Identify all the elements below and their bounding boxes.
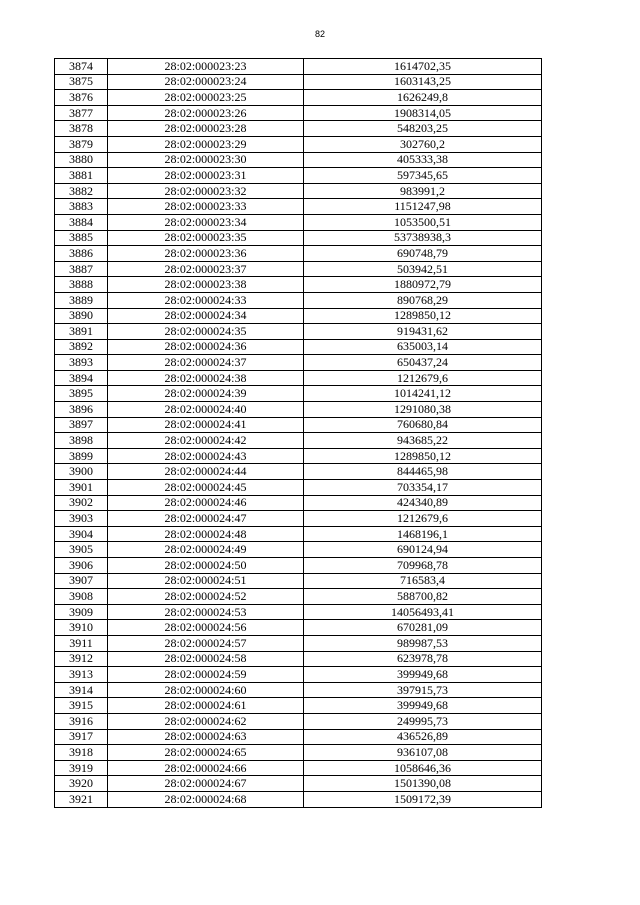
row-number-cell: 3889 — [55, 292, 108, 308]
value-cell: 405333,38 — [304, 152, 542, 168]
table-body — [55, 59, 542, 808]
value-cell: 399949,68 — [304, 667, 542, 683]
cadastral-number-cell: 28:02:000023:28 — [108, 121, 304, 137]
cadastral-number-cell: 28:02:000024:36 — [108, 339, 304, 355]
row-number-cell: 3910 — [55, 620, 108, 636]
row-number-cell: 3888 — [55, 277, 108, 293]
row-number-cell: 3899 — [55, 448, 108, 464]
table-row — [55, 760, 542, 776]
table-row — [55, 324, 542, 340]
value-cell: 1053500,51 — [304, 214, 542, 230]
table-row — [55, 261, 542, 277]
row-number-cell: 3879 — [55, 136, 108, 152]
cadastral-number-cell: 28:02:000024:53 — [108, 604, 304, 620]
value-cell: 548203,25 — [304, 121, 542, 137]
row-number-cell: 3874 — [55, 59, 108, 75]
cadastral-number-cell: 28:02:000024:51 — [108, 573, 304, 589]
table-row — [55, 745, 542, 761]
row-number-cell: 3894 — [55, 370, 108, 386]
cadastral-number-cell: 28:02:000023:38 — [108, 277, 304, 293]
table-row — [55, 667, 542, 683]
table-row — [55, 589, 542, 605]
value-cell: 989987,53 — [304, 635, 542, 651]
row-number-cell: 3918 — [55, 745, 108, 761]
row-number-cell: 3875 — [55, 74, 108, 90]
table-row — [55, 308, 542, 324]
value-cell: 1212679,6 — [304, 370, 542, 386]
page-number: 82 — [314, 29, 325, 39]
data-table — [54, 58, 542, 808]
row-number-cell: 3892 — [55, 339, 108, 355]
value-cell: 1908314,05 — [304, 105, 542, 121]
table-row — [55, 433, 542, 449]
value-cell: 1212679,6 — [304, 511, 542, 527]
cadastral-number-cell: 28:02:000024:57 — [108, 635, 304, 651]
cadastral-number-cell: 28:02:000024:42 — [108, 433, 304, 449]
row-number-cell: 3886 — [55, 246, 108, 262]
cadastral-number-cell: 28:02:000023:29 — [108, 136, 304, 152]
table-row — [55, 604, 542, 620]
cadastral-number-cell: 28:02:000024:40 — [108, 402, 304, 418]
value-cell: 760680,84 — [304, 417, 542, 433]
value-cell: 1509172,39 — [304, 791, 542, 807]
table-row — [55, 573, 542, 589]
value-cell: 1151247,98 — [304, 199, 542, 215]
value-cell: 690124,94 — [304, 542, 542, 558]
value-cell: 597345,65 — [304, 168, 542, 184]
value-cell: 943685,22 — [304, 433, 542, 449]
value-cell: 1614702,35 — [304, 59, 542, 75]
table-row — [55, 59, 542, 75]
cadastral-number-cell: 28:02:000024:49 — [108, 542, 304, 558]
cadastral-number-cell: 28:02:000023:30 — [108, 152, 304, 168]
cadastral-number-cell: 28:02:000024:33 — [108, 292, 304, 308]
value-cell: 1880972,79 — [304, 277, 542, 293]
table-row — [55, 230, 542, 246]
cadastral-number-cell: 28:02:000023:36 — [108, 246, 304, 262]
value-cell: 397915,73 — [304, 682, 542, 698]
table-row — [55, 526, 542, 542]
cadastral-number-cell: 28:02:000023:26 — [108, 105, 304, 121]
table-row — [55, 635, 542, 651]
cadastral-number-cell: 28:02:000023:23 — [108, 59, 304, 75]
row-number-cell: 3906 — [55, 558, 108, 574]
row-number-cell: 3914 — [55, 682, 108, 698]
row-number-cell: 3908 — [55, 589, 108, 605]
table-row — [55, 152, 542, 168]
row-number-cell: 3885 — [55, 230, 108, 246]
row-number-cell: 3911 — [55, 635, 108, 651]
value-cell: 1291080,38 — [304, 402, 542, 418]
table-row — [55, 558, 542, 574]
value-cell: 703354,17 — [304, 480, 542, 496]
cadastral-number-cell: 28:02:000024:60 — [108, 682, 304, 698]
row-number-cell: 3919 — [55, 760, 108, 776]
cadastral-number-cell: 28:02:000024:37 — [108, 355, 304, 371]
table-row — [55, 791, 542, 807]
table-row — [55, 277, 542, 293]
value-cell: 844465,98 — [304, 464, 542, 480]
value-cell: 623978,78 — [304, 651, 542, 667]
row-number-cell: 3893 — [55, 355, 108, 371]
cadastral-number-cell: 28:02:000023:32 — [108, 183, 304, 199]
value-cell: 670281,09 — [304, 620, 542, 636]
cadastral-number-cell: 28:02:000024:35 — [108, 324, 304, 340]
table-row — [55, 698, 542, 714]
cadastral-number-cell: 28:02:000023:25 — [108, 90, 304, 106]
row-number-cell: 3915 — [55, 698, 108, 714]
value-cell: 1058646,36 — [304, 760, 542, 776]
cadastral-number-cell: 28:02:000024:45 — [108, 480, 304, 496]
value-cell: 936107,08 — [304, 745, 542, 761]
cadastral-number-cell: 28:02:000024:38 — [108, 370, 304, 386]
value-cell: 436526,89 — [304, 729, 542, 745]
table-row — [55, 105, 542, 121]
value-cell: 1626249,8 — [304, 90, 542, 106]
table-row — [55, 464, 542, 480]
row-number-cell: 3877 — [55, 105, 108, 121]
cadastral-number-cell: 28:02:000024:43 — [108, 448, 304, 464]
cadastral-number-cell: 28:02:000024:58 — [108, 651, 304, 667]
value-cell: 709968,78 — [304, 558, 542, 574]
row-number-cell: 3883 — [55, 199, 108, 215]
row-number-cell: 3905 — [55, 542, 108, 558]
cadastral-number-cell: 28:02:000024:62 — [108, 713, 304, 729]
row-number-cell: 3909 — [55, 604, 108, 620]
value-cell: 302760,2 — [304, 136, 542, 152]
table-row — [55, 495, 542, 511]
table-row — [55, 651, 542, 667]
cadastral-number-cell: 28:02:000024:66 — [108, 760, 304, 776]
value-cell: 1289850,12 — [304, 448, 542, 464]
value-cell: 14056493,41 — [304, 604, 542, 620]
value-cell: 635003,14 — [304, 339, 542, 355]
table-row — [55, 682, 542, 698]
table-row — [55, 246, 542, 262]
cadastral-number-cell: 28:02:000024:52 — [108, 589, 304, 605]
cadastral-number-cell: 28:02:000024:46 — [108, 495, 304, 511]
value-cell: 249995,73 — [304, 713, 542, 729]
row-number-cell: 3901 — [55, 480, 108, 496]
cadastral-number-cell: 28:02:000024:61 — [108, 698, 304, 714]
row-number-cell: 3884 — [55, 214, 108, 230]
cadastral-number-cell: 28:02:000024:47 — [108, 511, 304, 527]
value-cell: 503942,51 — [304, 261, 542, 277]
cadastral-number-cell: 28:02:000024:50 — [108, 558, 304, 574]
value-cell: 399949,68 — [304, 698, 542, 714]
table-row — [55, 214, 542, 230]
row-number-cell: 3912 — [55, 651, 108, 667]
table-row — [55, 355, 542, 371]
row-number-cell: 3876 — [55, 90, 108, 106]
row-number-cell: 3920 — [55, 776, 108, 792]
value-cell: 983991,2 — [304, 183, 542, 199]
table-row — [55, 292, 542, 308]
table-row — [55, 183, 542, 199]
row-number-cell: 3895 — [55, 386, 108, 402]
row-number-cell: 3878 — [55, 121, 108, 137]
table-row — [55, 542, 542, 558]
value-cell: 588700,82 — [304, 589, 542, 605]
table-row — [55, 370, 542, 386]
cadastral-number-cell: 28:02:000023:31 — [108, 168, 304, 184]
table-row — [55, 448, 542, 464]
table-row — [55, 121, 542, 137]
table-row — [55, 620, 542, 636]
value-cell: 1468196,1 — [304, 526, 542, 542]
value-cell: 424340,89 — [304, 495, 542, 511]
table-row — [55, 480, 542, 496]
cadastral-number-cell: 28:02:000024:48 — [108, 526, 304, 542]
row-number-cell: 3890 — [55, 308, 108, 324]
value-cell: 1603143,25 — [304, 74, 542, 90]
table-row — [55, 511, 542, 527]
cadastral-number-cell: 28:02:000024:68 — [108, 791, 304, 807]
row-number-cell: 3921 — [55, 791, 108, 807]
row-number-cell: 3903 — [55, 511, 108, 527]
row-number-cell: 3916 — [55, 713, 108, 729]
row-number-cell: 3887 — [55, 261, 108, 277]
row-number-cell: 3917 — [55, 729, 108, 745]
table-row — [55, 729, 542, 745]
table-row — [55, 199, 542, 215]
cadastral-number-cell: 28:02:000024:41 — [108, 417, 304, 433]
cadastral-number-cell: 28:02:000023:24 — [108, 74, 304, 90]
value-cell: 1014241,12 — [304, 386, 542, 402]
value-cell: 53738938,3 — [304, 230, 542, 246]
table-row — [55, 339, 542, 355]
cadastral-number-cell: 28:02:000024:44 — [108, 464, 304, 480]
table-row — [55, 74, 542, 90]
row-number-cell: 3881 — [55, 168, 108, 184]
table-row — [55, 713, 542, 729]
row-number-cell: 3907 — [55, 573, 108, 589]
row-number-cell: 3913 — [55, 667, 108, 683]
table-row — [55, 402, 542, 418]
value-cell: 716583,4 — [304, 573, 542, 589]
value-cell: 690748,79 — [304, 246, 542, 262]
cadastral-number-cell: 28:02:000024:67 — [108, 776, 304, 792]
cadastral-number-cell: 28:02:000023:37 — [108, 261, 304, 277]
table-row — [55, 90, 542, 106]
value-cell: 890768,29 — [304, 292, 542, 308]
row-number-cell: 3902 — [55, 495, 108, 511]
value-cell: 650437,24 — [304, 355, 542, 371]
row-number-cell: 3896 — [55, 402, 108, 418]
table-row — [55, 136, 542, 152]
row-number-cell: 3897 — [55, 417, 108, 433]
row-number-cell: 3882 — [55, 183, 108, 199]
row-number-cell: 3898 — [55, 433, 108, 449]
value-cell: 1289850,12 — [304, 308, 542, 324]
cadastral-number-cell: 28:02:000024:56 — [108, 620, 304, 636]
cadastral-number-cell: 28:02:000024:65 — [108, 745, 304, 761]
table-row — [55, 386, 542, 402]
table-row — [55, 776, 542, 792]
cadastral-number-cell: 28:02:000023:35 — [108, 230, 304, 246]
cadastral-number-cell: 28:02:000023:34 — [108, 214, 304, 230]
row-number-cell: 3904 — [55, 526, 108, 542]
value-cell: 1501390,08 — [304, 776, 542, 792]
row-number-cell: 3891 — [55, 324, 108, 340]
value-cell: 919431,62 — [304, 324, 542, 340]
cadastral-number-cell: 28:02:000024:63 — [108, 729, 304, 745]
cadastral-number-cell: 28:02:000024:59 — [108, 667, 304, 683]
cadastral-number-cell: 28:02:000023:33 — [108, 199, 304, 215]
row-number-cell: 3880 — [55, 152, 108, 168]
cadastral-number-cell: 28:02:000024:39 — [108, 386, 304, 402]
row-number-cell: 3900 — [55, 464, 108, 480]
cadastral-number-cell: 28:02:000024:34 — [108, 308, 304, 324]
table-row — [55, 168, 542, 184]
table-row — [55, 417, 542, 433]
